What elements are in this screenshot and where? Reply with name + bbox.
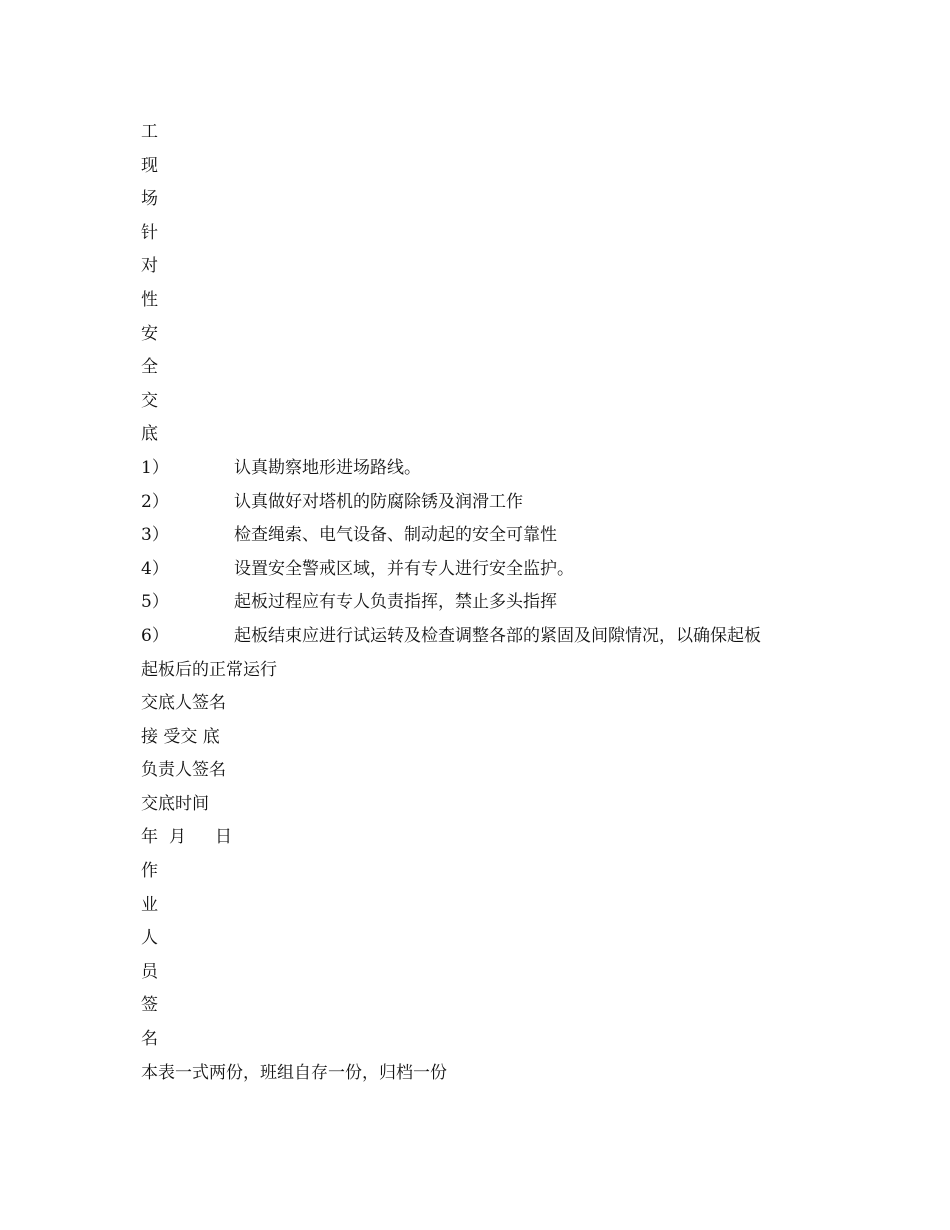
item-number: 2） (141, 491, 169, 512)
item-text: 起板过程应有专人负责指挥，禁止多头指挥 (234, 592, 557, 613)
item-text: 设置安全警戒区域，并有专人进行安全监护。 (234, 558, 574, 579)
list-item (141, 586, 841, 620)
item-number: 3） (141, 525, 169, 546)
item-text: 认真做好对塔机的防腐除锈及润滑工作 (234, 491, 523, 512)
item-text: 认真勘察地形进场路线。 (234, 457, 421, 478)
footer-note: 本表一式两份，班组自存一份，归档一份 (141, 1062, 447, 1083)
date-line (141, 821, 841, 855)
heading-char: 性 (141, 289, 158, 310)
workers-char: 人 (141, 928, 158, 949)
item-text: 检查绳索、电气设备、制动起的安全可靠性 (234, 525, 557, 546)
document-body (141, 116, 841, 1090)
list-item (141, 519, 841, 553)
workers-char: 员 (141, 961, 158, 982)
heading-char: 现 (141, 155, 158, 176)
heading-char: 交 (141, 390, 158, 411)
heading-char: 安 (141, 323, 158, 344)
vertical-heading (141, 116, 841, 452)
disclosure-time-label: 交底时间 (141, 793, 209, 814)
year-label: 年 (141, 827, 158, 848)
list-item (141, 553, 841, 587)
list-item (141, 620, 841, 654)
receiver-label: 接 受交 底 (141, 726, 220, 747)
item-text: 起板结束应进行试运转及检查调整各部的紧固及间隙情况，以确保起板 (234, 625, 761, 646)
item-number: 6） (141, 625, 169, 646)
safety-items-list (141, 452, 841, 654)
workers-char: 签 (141, 995, 158, 1016)
heading-char: 底 (141, 424, 158, 445)
list-item (141, 486, 841, 520)
workers-char: 名 (141, 1029, 158, 1050)
item-number: 4） (141, 558, 169, 579)
heading-char: 全 (141, 357, 158, 378)
workers-char: 业 (141, 894, 158, 915)
heading-char: 针 (141, 222, 158, 243)
responsible-sign-label: 负责人签名 (141, 760, 226, 781)
item-continuation: 起板后的正常运行 (141, 659, 277, 680)
discloser-sign-label: 交底人签名 (141, 693, 226, 714)
signoff-section (141, 687, 841, 855)
heading-char: 工 (141, 122, 158, 142)
workers-char: 作 (141, 861, 158, 882)
heading-char: 场 (141, 189, 158, 210)
workers-signature-label (141, 855, 841, 1057)
item-number: 1） (141, 457, 169, 478)
list-item (141, 452, 841, 486)
item-number: 5） (141, 592, 169, 613)
day-label: 日 (215, 827, 232, 848)
heading-char: 对 (141, 256, 158, 277)
month-label: 月 (169, 827, 186, 848)
